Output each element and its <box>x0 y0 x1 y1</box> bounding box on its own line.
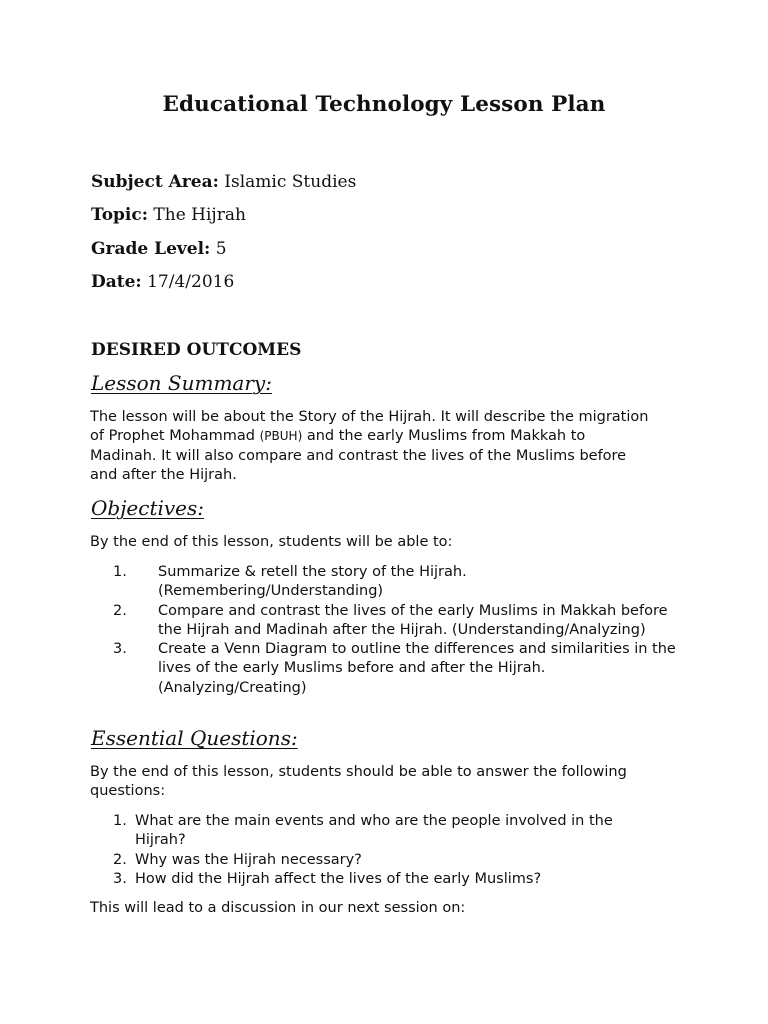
lesson-summary-text <box>90 408 650 485</box>
list-item <box>90 640 690 698</box>
list-item <box>90 870 650 889</box>
grade-level-line <box>91 239 227 259</box>
lesson-summary-text-part2: and the early Muslims from Makkah to Madinah. It will also compare and contrast the lives of the Muslims before and after the Hijrah. <box>90 428 627 483</box>
grade-level-label: Grade Level: <box>91 239 211 259</box>
document-title: Educational Technology Lesson Plan <box>162 92 606 117</box>
list-item <box>90 563 690 602</box>
list-item-text: Compare and contrast the lives of the early Muslims in Makkah before the Hijrah and Madinah after the Hijrah. (Understanding/Analyzing) <box>158 602 668 638</box>
essential-questions-heading: Essential Questions: <box>91 726 298 750</box>
list-item <box>90 602 690 641</box>
lesson-summary-heading: Lesson Summary: <box>91 371 272 395</box>
list-item-number: 2. <box>113 851 127 868</box>
list-item <box>90 812 650 851</box>
list-item-number: 3. <box>113 641 127 658</box>
essential-questions-intro: By the end of this lesson, students should be able to answer the following questions: <box>90 764 627 800</box>
list-item-number: 3. <box>113 870 127 887</box>
closing-text: This will lead to a discussion in our next session on: <box>90 900 466 916</box>
date-value: 17/4/2016 <box>141 272 235 292</box>
topic-label: Topic: <box>91 205 149 225</box>
subject-area-value: Islamic Studies <box>218 172 357 192</box>
list-item-text: How did the Hijrah affect the lives of the early Muslims? <box>135 870 542 887</box>
list-item-number: 2. <box>113 602 127 619</box>
essential-questions-list <box>90 812 650 889</box>
list-item-number: 1. <box>113 564 127 580</box>
list-item-number: 1. <box>113 813 127 829</box>
objectives-list <box>90 563 690 698</box>
grade-level-value: 5 <box>210 239 227 259</box>
topic-value: The Hijrah <box>148 205 246 225</box>
list-item-text: Why was the Hijrah necessary? <box>135 851 362 868</box>
objectives-heading: Objectives: <box>91 496 205 520</box>
list-item-text: Create a Venn Diagram to outline the differences and similarities in the lives of the early Muslims before and after the Hijrah. (Analyzing/Creating) <box>158 641 676 696</box>
list-item <box>90 851 650 870</box>
date-line <box>91 272 234 292</box>
objectives-intro: By the end of this lesson, students will be able to: <box>90 534 453 550</box>
subject-area-line <box>91 172 356 192</box>
subject-area-label: Subject Area: <box>91 172 219 192</box>
lesson-summary-text-part1: The lesson will be about the Story of the Hijrah. It will describe the migration of Prophet Mohammad <box>90 409 649 445</box>
date-label: Date: <box>91 272 142 292</box>
pbuh-abbrev: (PBUH) <box>259 429 303 444</box>
desired-outcomes-heading: DESIRED OUTCOMES <box>91 340 302 360</box>
topic-line <box>91 205 246 225</box>
list-item-text: Summarize & retell the story of the Hijrah. (Remembering/Understanding) <box>158 564 467 600</box>
list-item-text: What are the main events and who are the people involved in the Hijrah? <box>135 813 613 849</box>
